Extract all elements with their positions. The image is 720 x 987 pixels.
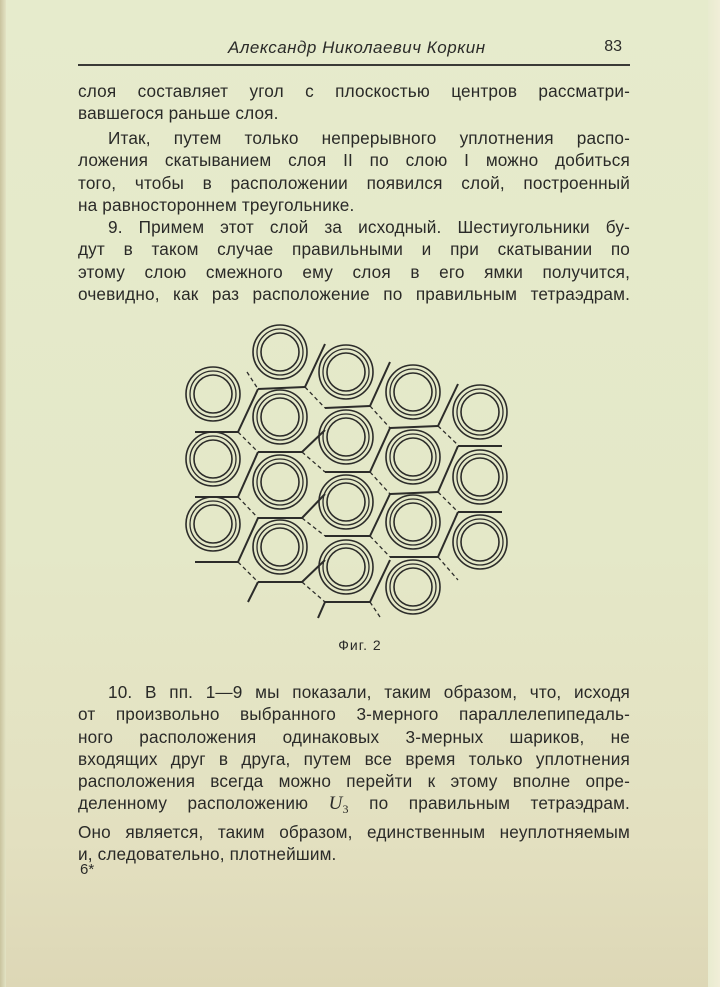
- text-line: расположения всегда можно перейти к этому вполне опре-: [78, 771, 630, 792]
- text-line: 9. Примем этот слой за исходный. Шестиугольники бу-: [108, 217, 630, 237]
- math-variable-u3: $U_3$: [328, 793, 349, 817]
- text-fragment: по правильным тетраэдрам.: [369, 793, 630, 814]
- text-line: очевидно, как раз расположение по правильным тетраэдрам.: [78, 283, 630, 304]
- text-line-with-formula: [78, 792, 630, 820]
- paragraph-10: [78, 681, 630, 865]
- figure-caption: Фиг. 2: [338, 637, 382, 653]
- text-line: на равностороннем треугольнике.: [78, 194, 355, 215]
- page-binding-edge: [0, 0, 6, 987]
- text-line: Оно является, таким образом, единственным неуплотняемым: [78, 821, 630, 842]
- printer-signature-mark: 6*: [80, 861, 95, 878]
- page-header: [78, 38, 630, 66]
- text-line: от произвольно выбранного 3-мерного параллелепипедаль-: [78, 704, 630, 725]
- text-line: и, следовательно, плотнейшим.: [78, 844, 337, 865]
- text-line: слоя составляет угол с плоскостью центров рассматри-: [78, 81, 630, 101]
- text-line: 10. В пп. 1—9 мы показали, таким образом, что, исходя: [108, 682, 630, 702]
- text-line: ного расположения одинаковых 3-мерных шариков, не: [78, 726, 630, 747]
- text-line: Итак, путем только непрерывного уплотнения распо-: [108, 128, 630, 148]
- page-number: 83: [604, 38, 622, 55]
- text-line: входящих друг в друга, путем все время только уплотнения: [78, 748, 630, 769]
- hexagon-circle-diagram: [180, 322, 510, 622]
- paragraph-itak: [78, 127, 630, 216]
- text-fragment: деленному расположению: [78, 793, 309, 814]
- paragraph-continuation: [78, 80, 630, 125]
- figure-hexagonal-packing: [180, 322, 510, 622]
- text-line: дут в таком случае правильными и при скатывании по: [78, 239, 630, 260]
- text-line: ложения скатыванием слоя II по слою I можно добиться: [78, 150, 630, 171]
- running-title: Александр Николаевич Коркин: [228, 38, 486, 57]
- page-right-edge: [708, 0, 720, 987]
- paragraph-9: [78, 216, 630, 305]
- text-line: этому слою смежного ему слоя в его ямки получится,: [78, 261, 630, 282]
- text-line: того, чтобы в расположении появился слой, построенный: [78, 172, 630, 193]
- text-line: вавшегося раньше слоя.: [78, 103, 279, 124]
